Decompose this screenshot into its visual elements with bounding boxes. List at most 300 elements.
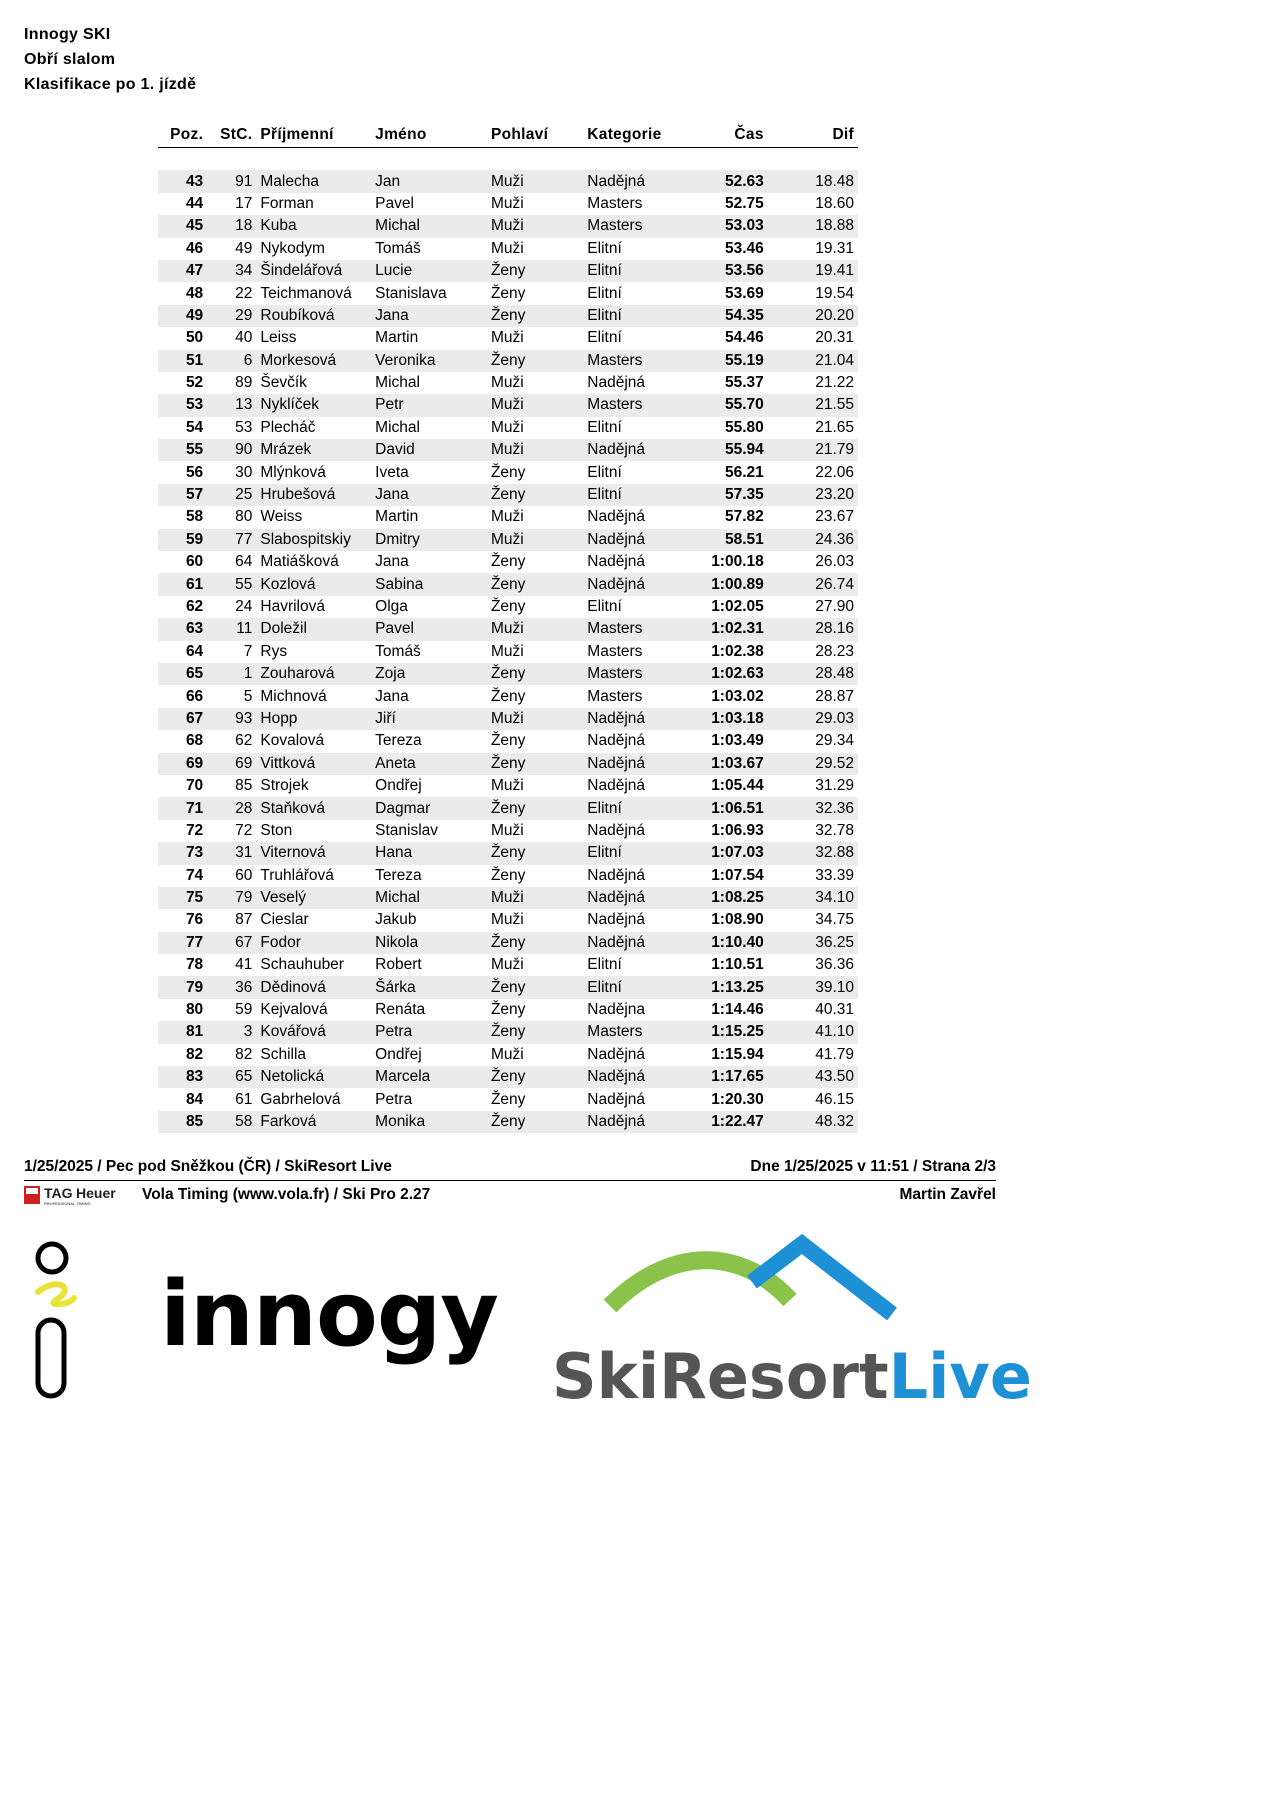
- cell-category: Nadějná: [583, 708, 688, 730]
- table-row: [158, 1111, 858, 1133]
- cell-bib: 69: [207, 753, 256, 775]
- cell-category: Nadějná: [587, 553, 646, 571]
- cell-position: 49: [158, 305, 207, 327]
- cell-time: 1:03.49: [711, 732, 764, 750]
- cell-gender: Ženy: [487, 484, 583, 506]
- table-row: [158, 327, 858, 349]
- cell-gender: Ženy: [490, 1090, 526, 1108]
- cell-surname: Viternová: [256, 842, 371, 864]
- cell-firstname: Tomáš: [375, 239, 421, 257]
- cell-diff: 36.36: [815, 956, 854, 974]
- cell-position: 84: [185, 1090, 204, 1108]
- table-row: [158, 753, 858, 775]
- table-row: [158, 954, 858, 976]
- cell-diff: 28.16: [768, 618, 858, 640]
- cell-surname: Veselý: [256, 887, 371, 909]
- cell-gender: Muži: [487, 708, 583, 730]
- cell-diff: 22.06: [815, 463, 854, 481]
- cell-bib: 90: [207, 439, 256, 461]
- cell-category: Nadějná: [587, 732, 646, 750]
- table-row: [158, 238, 858, 260]
- cell-firstname: Stanislava: [375, 284, 447, 302]
- col-firstname: Jméno: [371, 123, 487, 148]
- cell-position: 72: [185, 821, 204, 839]
- cell-bib: 13: [207, 394, 256, 416]
- cell-firstname: Michal: [371, 215, 487, 237]
- cell-category: Elitní: [587, 239, 622, 257]
- cell-position: 77: [158, 932, 207, 954]
- cell-position: 43: [158, 170, 207, 192]
- cell-diff: 18.48: [768, 170, 858, 192]
- cell-surname: Staňková: [256, 797, 371, 819]
- cell-diff: 26.74: [768, 573, 858, 595]
- cell-time: 1:06.93: [711, 821, 764, 839]
- cell-firstname: Jana: [371, 484, 487, 506]
- cell-surname: Kozlová: [256, 573, 371, 595]
- cell-diff: 19.31: [815, 239, 854, 257]
- cell-surname: Roubíková: [256, 305, 371, 327]
- footer-timing: Vola Timing (www.vola.fr) / Ski Pro 2.27: [142, 1186, 431, 1203]
- cell-diff: 24.36: [768, 529, 858, 551]
- cell-firstname: Tomáš: [375, 642, 421, 660]
- cell-gender: Muži: [490, 508, 524, 526]
- cell-position: 80: [185, 1001, 204, 1019]
- cell-gender: Ženy: [490, 1001, 526, 1019]
- cell-gender: Muži: [490, 1045, 524, 1063]
- cell-time: 55.70: [688, 394, 768, 416]
- table-row: [158, 663, 858, 685]
- document-header: [24, 22, 196, 97]
- cell-surname: Nyklíček: [256, 394, 371, 416]
- table-row: [158, 170, 858, 192]
- cell-diff: 21.79: [768, 439, 858, 461]
- cell-gender: Ženy: [490, 463, 526, 481]
- cell-diff: 41.10: [768, 1021, 858, 1043]
- cell-bib: 64: [235, 553, 253, 571]
- cell-time: 1:10.40: [688, 932, 768, 954]
- table-row: [158, 1044, 858, 1066]
- cell-time: 1:03.18: [688, 708, 768, 730]
- cell-surname: Dědinová: [256, 976, 371, 998]
- cell-firstname: Michal: [371, 887, 487, 909]
- cell-position: 66: [185, 687, 204, 705]
- cell-diff: 29.03: [768, 708, 858, 730]
- cell-diff: 21.55: [768, 394, 858, 416]
- cell-gender: Ženy: [487, 350, 583, 372]
- cell-diff: 46.15: [815, 1090, 854, 1108]
- cell-firstname: Šárka: [371, 976, 487, 998]
- cell-surname: Kovalová: [260, 732, 325, 750]
- cell-gender: Ženy: [487, 1066, 583, 1088]
- cell-time: 54.46: [724, 329, 764, 347]
- cell-diff: 48.32: [768, 1111, 858, 1133]
- cell-category: Nadějná: [583, 573, 688, 595]
- cell-bib: 58: [207, 1111, 256, 1133]
- cell-position: 58: [185, 508, 204, 526]
- table-row: [158, 1066, 858, 1088]
- cell-category: Nadějna: [587, 1001, 646, 1019]
- cell-time: 1:02.63: [688, 663, 768, 685]
- cell-bib: 65: [207, 1066, 256, 1088]
- cell-category: Nadějná: [583, 1111, 688, 1133]
- cell-surname: Ševčík: [260, 374, 307, 392]
- cell-gender: Ženy: [487, 932, 583, 954]
- cell-time: 1:13.25: [688, 976, 768, 998]
- cell-firstname: Pavel: [375, 194, 414, 212]
- cell-category: Nadějná: [583, 170, 688, 192]
- cell-time: 52.75: [724, 194, 764, 212]
- cell-time: 56.21: [724, 463, 764, 481]
- cell-gender: Muži: [490, 374, 524, 392]
- cell-gender: Muži: [490, 418, 524, 436]
- cell-time: 1:03.02: [711, 687, 764, 705]
- cell-time: 1:06.51: [688, 797, 768, 819]
- cell-time: 57.35: [688, 484, 768, 506]
- cell-surname: Kuba: [256, 215, 371, 237]
- cell-bib: 72: [235, 821, 253, 839]
- cell-bib: 11: [207, 618, 256, 640]
- cell-diff: 40.31: [815, 1001, 854, 1019]
- cell-surname: Gabrhelová: [260, 1090, 341, 1108]
- cell-position: 63: [158, 618, 207, 640]
- event-title: Innogy SKI: [24, 26, 111, 43]
- table-row: [158, 641, 858, 663]
- cell-category: Elitní: [587, 418, 622, 436]
- cell-surname: Havrilová: [260, 598, 325, 615]
- cell-category: Elitní: [583, 797, 688, 819]
- table-row: [158, 730, 858, 752]
- cell-category: Nadějná: [587, 1045, 646, 1063]
- cell-time: 1:20.30: [711, 1090, 764, 1108]
- cell-diff: 19.41: [768, 260, 858, 282]
- cell-bib: 36: [207, 976, 256, 998]
- cell-firstname: Jana: [371, 305, 487, 327]
- cell-gender: Muži: [487, 170, 583, 192]
- cell-category: Elitní: [583, 484, 688, 506]
- cell-category: Nadějná: [587, 911, 646, 929]
- cell-time: 1:17.65: [688, 1066, 768, 1088]
- table-header-row: [158, 123, 858, 148]
- results-table: [158, 123, 858, 1133]
- cell-firstname: Renáta: [375, 1001, 426, 1019]
- cell-category: Masters: [583, 394, 688, 416]
- cell-firstname: Ondřej: [375, 1045, 422, 1063]
- cell-surname: Strojek: [260, 777, 309, 795]
- cell-gender: Muži: [487, 215, 583, 237]
- cell-diff: 28.23: [815, 642, 854, 660]
- cell-position: 48: [185, 284, 204, 302]
- cell-gender: Ženy: [490, 284, 526, 302]
- cell-gender: Muži: [490, 821, 524, 839]
- cell-diff: 23.20: [768, 484, 858, 506]
- cell-time: 52.63: [688, 170, 768, 192]
- cell-diff: 18.88: [768, 215, 858, 237]
- cell-position: 68: [185, 732, 204, 750]
- cell-diff: 43.50: [768, 1066, 858, 1088]
- cell-firstname: Dagmar: [371, 797, 487, 819]
- cell-position: 75: [158, 887, 207, 909]
- cell-diff: 20.20: [768, 305, 858, 327]
- cell-firstname: Jiří: [371, 708, 487, 730]
- cell-firstname: Jana: [375, 687, 409, 705]
- cell-diff: 41.79: [815, 1045, 854, 1063]
- cell-firstname: Petra: [371, 1021, 487, 1043]
- cell-position: 71: [158, 797, 207, 819]
- table-row: [158, 394, 858, 416]
- cell-diff: 18.60: [815, 194, 854, 212]
- table-row: [158, 529, 858, 551]
- cell-category: Elitní: [583, 976, 688, 998]
- cell-time: 1:02.31: [688, 618, 768, 640]
- cell-diff: 32.88: [768, 842, 858, 864]
- svg-text:Heuer: Heuer: [76, 1185, 116, 1201]
- tag-heuer-logo-icon: [24, 1184, 139, 1206]
- cell-category: Masters: [587, 687, 643, 705]
- results-body: [158, 148, 858, 1134]
- cell-diff: 32.78: [815, 821, 854, 839]
- table-row: [158, 976, 858, 998]
- footer-printed: Dne 1/25/2025 v 11:51 / Strana 2/3: [750, 1158, 996, 1175]
- cell-diff: 34.75: [815, 911, 854, 929]
- cell-time: 57.82: [724, 508, 764, 526]
- table-row: [158, 439, 858, 461]
- cell-surname: Zouharová: [256, 663, 371, 685]
- cell-position: 67: [158, 708, 207, 730]
- cell-bib: 24: [235, 598, 253, 615]
- table-row: [158, 865, 858, 887]
- cell-firstname: Nikola: [371, 932, 487, 954]
- cell-time: 55.94: [688, 439, 768, 461]
- cell-diff: 21.22: [815, 374, 854, 392]
- cell-gender: Ženy: [490, 732, 526, 750]
- cell-firstname: Jan: [371, 170, 487, 192]
- cell-bib: 67: [207, 932, 256, 954]
- cell-position: 46: [185, 239, 204, 257]
- cell-surname: Fodor: [256, 932, 371, 954]
- cell-surname: Weiss: [260, 508, 303, 526]
- footer-event-line: [24, 1156, 996, 1181]
- cell-surname: Doležil: [256, 618, 371, 640]
- cell-category: Masters: [583, 1021, 688, 1043]
- cell-firstname: Iveta: [375, 463, 409, 481]
- table-row: [158, 842, 858, 864]
- cell-bib: 3: [207, 1021, 256, 1043]
- cell-firstname: Robert: [375, 956, 422, 974]
- cell-bib: 6: [207, 350, 256, 372]
- cell-time: 1:10.51: [711, 956, 764, 974]
- cell-surname: Forman: [260, 194, 314, 212]
- cell-position: 79: [158, 976, 207, 998]
- cell-category: Nadějná: [583, 753, 688, 775]
- cell-category: Elitní: [583, 260, 688, 282]
- table-row: [158, 506, 858, 528]
- cell-position: 81: [158, 1021, 207, 1043]
- cell-time: 55.19: [688, 350, 768, 372]
- cell-surname: Leiss: [260, 329, 297, 347]
- cell-bib: 59: [235, 1001, 253, 1019]
- cell-category: Masters: [587, 194, 643, 212]
- cell-gender: Ženy: [490, 866, 526, 884]
- cell-time: 55.80: [724, 418, 764, 436]
- cell-bib: 28: [207, 797, 256, 819]
- cell-diff: 39.10: [768, 976, 858, 998]
- cell-position: 76: [185, 911, 204, 929]
- cell-firstname: Jakub: [375, 911, 417, 929]
- cell-firstname: Stanislav: [375, 821, 439, 839]
- col-stc: StC.: [207, 123, 256, 148]
- cell-category: Nadějná: [587, 1090, 646, 1108]
- cell-time: 1:14.46: [711, 1001, 764, 1019]
- cell-diff: 36.25: [768, 932, 858, 954]
- cell-gender: Ženy: [487, 797, 583, 819]
- cell-time: 58.51: [688, 529, 768, 551]
- cell-time: 1:15.94: [711, 1045, 764, 1063]
- cell-gender: Ženy: [487, 573, 583, 595]
- cell-category: Elitní: [587, 956, 622, 974]
- cell-gender: Ženy: [490, 687, 526, 705]
- cell-surname: Mrázek: [256, 439, 371, 461]
- cell-time: 1:02.38: [711, 642, 764, 660]
- table-row: [158, 484, 858, 506]
- cell-position: 74: [185, 866, 204, 884]
- cell-gender: Muži: [490, 642, 524, 660]
- cell-diff: 23.67: [815, 508, 854, 526]
- cell-gender: Muži: [490, 911, 524, 929]
- cell-time: 55.37: [724, 374, 764, 392]
- cell-category: Masters: [587, 642, 643, 660]
- col-poz: Poz.: [158, 123, 207, 148]
- cell-bib: 85: [235, 777, 253, 795]
- cell-firstname: Petr: [371, 394, 487, 416]
- cell-time: 1:08.25: [688, 887, 768, 909]
- cell-category: Nadějná: [583, 529, 688, 551]
- cell-firstname: Sabina: [371, 573, 487, 595]
- cell-firstname: Tereza: [375, 732, 422, 750]
- cell-surname: Cieslar: [260, 911, 309, 929]
- cell-bib: 91: [207, 170, 256, 192]
- cell-time: 53.56: [688, 260, 768, 282]
- innogy-i-logo-icon: [28, 1240, 80, 1400]
- table-row: [158, 909, 858, 931]
- table-row: [158, 596, 858, 618]
- cell-time: 53.03: [688, 215, 768, 237]
- cell-gender: Ženy: [487, 305, 583, 327]
- cell-category: Masters: [583, 618, 688, 640]
- cell-gender: Ženy: [487, 976, 583, 998]
- cell-gender: Muži: [490, 777, 524, 795]
- cell-firstname: Jana: [375, 553, 409, 571]
- cell-gender: Ženy: [490, 598, 526, 615]
- cell-category: Masters: [583, 215, 688, 237]
- table-row: [158, 999, 858, 1021]
- cell-time: 1:22.47: [688, 1111, 768, 1133]
- cell-gender: Ženy: [487, 663, 583, 685]
- cell-diff: 21.65: [815, 418, 854, 436]
- cell-bib: 18: [207, 215, 256, 237]
- cell-time: 1:08.90: [711, 911, 764, 929]
- cell-surname: Malecha: [256, 170, 371, 192]
- discipline-title: Obří slalom: [24, 51, 116, 68]
- cell-bib: 80: [235, 508, 253, 526]
- cell-bib: 7: [243, 642, 253, 660]
- cell-position: 82: [185, 1045, 204, 1063]
- cell-surname: Farková: [256, 1111, 371, 1133]
- cell-position: 69: [158, 753, 207, 775]
- cell-time: 1:15.25: [688, 1021, 768, 1043]
- table-row: [158, 775, 858, 797]
- cell-bib: 53: [235, 418, 253, 436]
- cell-diff: 31.29: [815, 777, 854, 795]
- cell-category: Nadějná: [587, 866, 646, 884]
- cell-category: Nadějná: [587, 374, 646, 392]
- cell-surname: Morkesová: [256, 350, 371, 372]
- cell-diff: 19.54: [815, 284, 854, 302]
- cell-category: Nadějná: [587, 821, 646, 839]
- cell-bib: 89: [235, 374, 253, 392]
- cell-position: 54: [185, 418, 204, 436]
- cell-bib: 34: [207, 260, 256, 282]
- cell-category: Elitní: [587, 284, 622, 302]
- cell-diff: 20.31: [815, 329, 854, 347]
- cell-diff: 27.90: [815, 598, 854, 615]
- cell-bib: 93: [207, 708, 256, 730]
- cell-surname: Schauhuber: [260, 956, 344, 974]
- svg-text:TAG: TAG: [44, 1185, 73, 1201]
- cell-category: Masters: [583, 350, 688, 372]
- cell-bib: 61: [235, 1090, 253, 1108]
- cell-position: 85: [158, 1111, 207, 1133]
- table-row: [158, 215, 858, 237]
- cell-bib: 62: [235, 732, 253, 750]
- table-row: [158, 1021, 858, 1043]
- cell-gender: Ženy: [487, 260, 583, 282]
- cell-surname: Kejvalová: [260, 1001, 328, 1019]
- cell-position: 65: [158, 663, 207, 685]
- skiresort-live-logo-icon: [550, 1240, 1032, 1413]
- cell-diff: 29.52: [768, 753, 858, 775]
- classification-title: Klasifikace po 1. jízdě: [24, 76, 197, 93]
- table-row: [158, 551, 858, 573]
- cell-surname: Michnová: [260, 687, 327, 705]
- cell-bib: 31: [207, 842, 256, 864]
- col-time: Čas: [688, 123, 768, 148]
- skiresort-wordmark: SkiResortLive: [552, 1340, 1032, 1413]
- cell-position: 55: [158, 439, 207, 461]
- cell-position: 83: [158, 1066, 207, 1088]
- table-row: [158, 685, 858, 707]
- cell-surname: Hopp: [256, 708, 371, 730]
- cell-firstname: Martin: [375, 508, 419, 526]
- cell-firstname: Monika: [371, 1111, 487, 1133]
- cell-surname: Slabospitskiy: [256, 529, 371, 551]
- cell-diff: 26.03: [815, 553, 854, 571]
- cell-bib: 1: [207, 663, 256, 685]
- cell-bib: 77: [207, 529, 256, 551]
- cell-position: 47: [158, 260, 207, 282]
- cell-category: Elitní: [587, 463, 622, 481]
- cell-category: Nadějná: [583, 932, 688, 954]
- col-diff: Dif: [768, 123, 858, 148]
- table-row: [158, 461, 858, 483]
- cell-surname: Nykodym: [260, 239, 325, 257]
- table-row: [158, 260, 858, 282]
- cell-category: Nadějná: [587, 777, 646, 795]
- cell-position: 61: [158, 573, 207, 595]
- cell-position: 73: [158, 842, 207, 864]
- cell-bib: 17: [235, 194, 253, 212]
- cell-position: 45: [158, 215, 207, 237]
- cell-firstname: David: [371, 439, 487, 461]
